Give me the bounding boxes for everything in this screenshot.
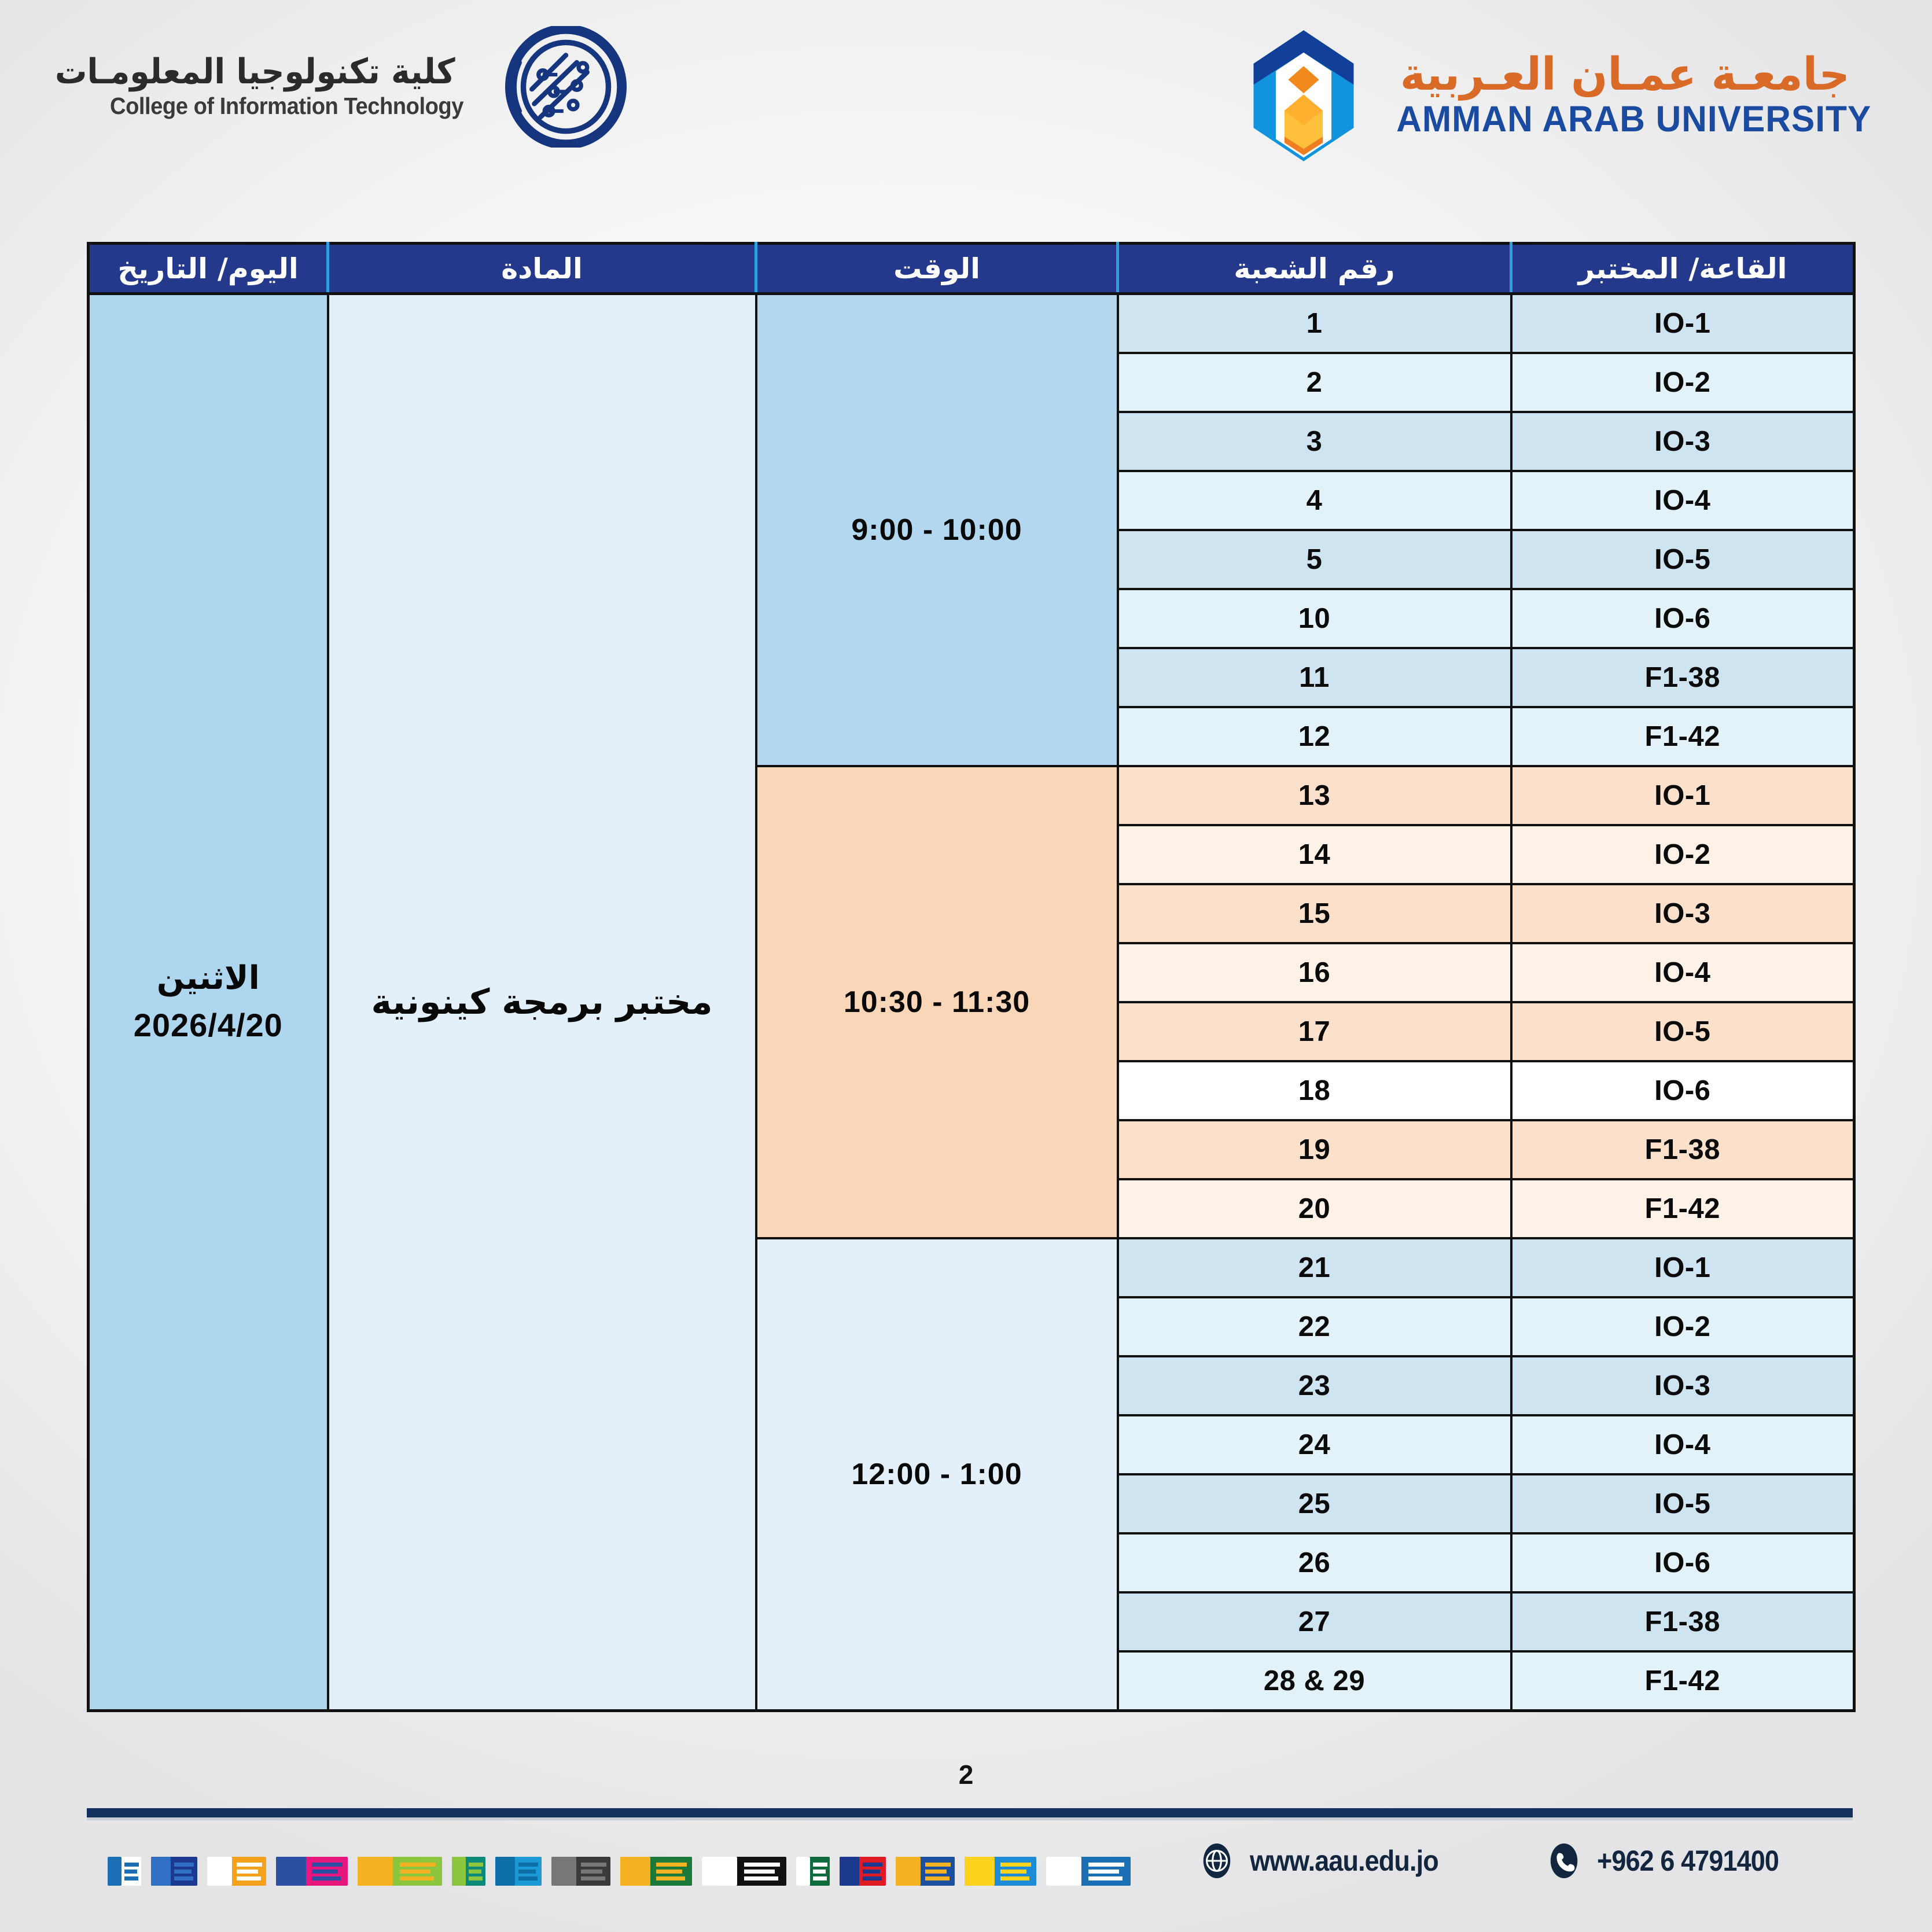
column-header-course: المادة bbox=[328, 244, 756, 294]
cell-room: IO-4 bbox=[1511, 943, 1854, 1002]
cit-circuit-circle-logo-icon bbox=[505, 26, 627, 148]
phone-icon bbox=[1546, 1843, 1582, 1879]
cell-room: IO-3 bbox=[1511, 1356, 1854, 1415]
cell-section: 26 bbox=[1118, 1533, 1511, 1592]
university-logo-block bbox=[1246, 28, 1871, 164]
cell-section: 13 bbox=[1118, 766, 1511, 825]
college-logo-block bbox=[55, 26, 627, 148]
cell-section: 3 bbox=[1118, 412, 1511, 471]
cell-room: F1-42 bbox=[1511, 1651, 1854, 1711]
cell-room: F1-38 bbox=[1511, 1120, 1854, 1179]
column-header-section: رقم الشعبة bbox=[1118, 244, 1511, 294]
cell-date bbox=[89, 294, 328, 1711]
cell-room: IO-6 bbox=[1511, 1533, 1854, 1592]
cell-room: F1-38 bbox=[1511, 1592, 1854, 1651]
cell-section: 12 bbox=[1118, 707, 1511, 766]
cell-section: 17 bbox=[1118, 1002, 1511, 1061]
cell-course: مختبر برمجة كينونية bbox=[328, 294, 756, 1711]
footer-divider-rule bbox=[87, 1808, 1853, 1817]
cell-room: F1-42 bbox=[1511, 1179, 1854, 1238]
cell-room: IO-4 bbox=[1511, 1415, 1854, 1474]
cell-room: IO-5 bbox=[1511, 530, 1854, 589]
cell-room: IO-1 bbox=[1511, 1238, 1854, 1297]
cell-section: 15 bbox=[1118, 884, 1511, 943]
cell-time: 1:00 - 12:00 bbox=[756, 1238, 1118, 1711]
column-header-date: اليوم/ التاريخ bbox=[89, 244, 328, 294]
cell-section: 2 bbox=[1118, 353, 1511, 412]
university-name-en: AMMAN ARAB UNIVERSITY bbox=[1396, 98, 1871, 139]
globe-icon bbox=[1199, 1843, 1235, 1879]
cell-section: 14 bbox=[1118, 825, 1511, 884]
cell-section: 4 bbox=[1118, 471, 1511, 530]
university-name-ar: جامعـة عمـان العـربية bbox=[1400, 48, 1850, 101]
cell-room: IO-5 bbox=[1511, 1474, 1854, 1533]
page-number: 2 bbox=[958, 1760, 974, 1790]
cell-room: IO-2 bbox=[1511, 353, 1854, 412]
college-name-ar: كلية تكنولوجيا المعلومـات bbox=[55, 51, 455, 92]
page-header bbox=[0, 0, 1932, 231]
cell-section: 5 bbox=[1118, 530, 1511, 589]
cell-section: 25 bbox=[1118, 1474, 1511, 1533]
cell-room: IO-5 bbox=[1511, 1002, 1854, 1061]
cell-section: 11 bbox=[1118, 648, 1511, 707]
cell-room: IO-6 bbox=[1511, 1061, 1854, 1120]
website-item[interactable] bbox=[1199, 1843, 1459, 1879]
cell-room: IO-3 bbox=[1511, 884, 1854, 943]
column-header-room: القاعة/ المختبر bbox=[1511, 244, 1854, 294]
cell-section: 21 bbox=[1118, 1238, 1511, 1297]
phone-text: +962 6 4791400 bbox=[1597, 1845, 1779, 1877]
aau-hexagon-logo-icon bbox=[1246, 28, 1361, 164]
cell-section: 24 bbox=[1118, 1415, 1511, 1474]
table-header-row bbox=[89, 244, 1854, 294]
cell-room: IO-3 bbox=[1511, 412, 1854, 471]
exam-schedule-table bbox=[87, 242, 1856, 1712]
college-name-en: College of Information Technology bbox=[109, 93, 463, 119]
footer-contact-block bbox=[0, 1843, 1932, 1879]
cell-room: IO-1 bbox=[1511, 294, 1854, 354]
cell-time: 11:30 - 10:30 bbox=[756, 766, 1118, 1238]
cell-day: الاثنين bbox=[156, 959, 260, 998]
cell-section: 19 bbox=[1118, 1120, 1511, 1179]
table-row bbox=[89, 294, 1854, 354]
cell-section: 29 & 28 bbox=[1118, 1651, 1511, 1711]
cell-section: 1 bbox=[1118, 294, 1511, 354]
cell-date-number: 2026/4/20 bbox=[133, 1007, 283, 1043]
cell-room: IO-4 bbox=[1511, 471, 1854, 530]
cell-room: F1-38 bbox=[1511, 648, 1854, 707]
cell-section: 27 bbox=[1118, 1592, 1511, 1651]
cell-section: 23 bbox=[1118, 1356, 1511, 1415]
column-header-time: الوقت bbox=[756, 244, 1118, 294]
footer-divider-shadow bbox=[87, 1817, 1853, 1820]
website-text: www.aau.edu.jo bbox=[1250, 1845, 1438, 1877]
cell-room: IO-2 bbox=[1511, 1297, 1854, 1356]
cell-section: 18 bbox=[1118, 1061, 1511, 1120]
cell-time: 10:00 - 9:00 bbox=[756, 294, 1118, 767]
cell-section: 22 bbox=[1118, 1297, 1511, 1356]
cell-room: IO-6 bbox=[1511, 589, 1854, 648]
phone-item[interactable] bbox=[1546, 1843, 1799, 1879]
cell-section: 20 bbox=[1118, 1179, 1511, 1238]
cell-room: F1-42 bbox=[1511, 707, 1854, 766]
cell-room: IO-1 bbox=[1511, 766, 1854, 825]
cell-section: 10 bbox=[1118, 589, 1511, 648]
cell-room: IO-2 bbox=[1511, 825, 1854, 884]
cell-section: 16 bbox=[1118, 943, 1511, 1002]
